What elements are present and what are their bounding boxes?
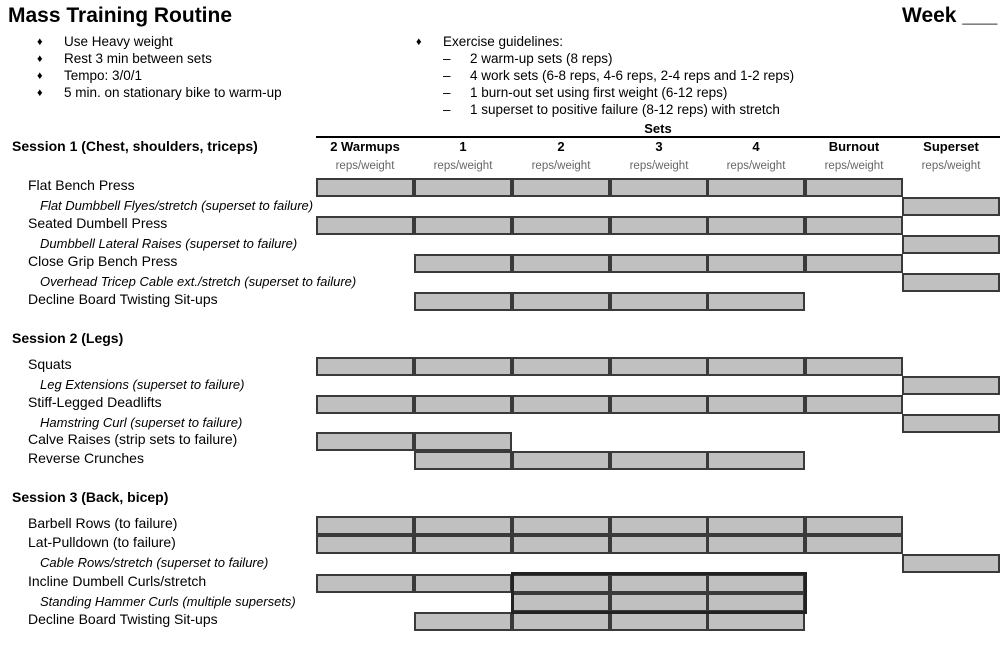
exercise-label: Reverse Crunches xyxy=(28,450,144,466)
guideline-item: 4 work sets (6-8 reps, 4-6 reps, 2-4 reps and 1-2 reps) xyxy=(470,68,795,83)
exercise-label: Calve Raises (strip sets to failure) xyxy=(28,431,238,447)
entry-cell[interactable] xyxy=(414,516,512,535)
exercise-label: Decline Board Twisting Sit-ups xyxy=(28,291,218,307)
entry-cell[interactable] xyxy=(512,516,610,535)
guideline-item: Rest 3 min between sets xyxy=(64,51,212,66)
week-label: Week ___ xyxy=(902,4,998,27)
entry-cell[interactable] xyxy=(805,178,903,197)
entry-cell[interactable] xyxy=(316,178,414,197)
exercise-label: Lat-Pulldown (to failure) xyxy=(28,534,176,550)
entry-cell[interactable] xyxy=(902,376,1000,395)
bullet-icon: ♦ xyxy=(37,87,43,99)
entry-cell[interactable] xyxy=(610,292,708,311)
entry-cell[interactable] xyxy=(610,395,708,414)
dash-icon: – xyxy=(443,85,451,100)
superset-exercise-label: Standing Hammer Curls (multiple supersets) xyxy=(40,594,296,609)
entry-cell[interactable] xyxy=(512,216,610,235)
entry-cell[interactable] xyxy=(414,451,512,470)
bullet-icon: ♦ xyxy=(416,36,422,48)
exercise-label: Decline Board Twisting Sit-ups xyxy=(28,611,218,627)
column-header: Superset xyxy=(923,139,979,154)
bullet-icon: ♦ xyxy=(37,70,43,82)
entry-cell[interactable] xyxy=(707,516,805,535)
column-header: Burnout xyxy=(828,139,880,154)
session-title: Session 3 (Back, bicep) xyxy=(12,489,169,505)
entry-cell[interactable] xyxy=(707,612,805,631)
page-title: Mass Training Routine xyxy=(8,4,233,27)
entry-cell[interactable] xyxy=(316,574,414,593)
entry-cell[interactable] xyxy=(316,395,414,414)
column-subheader: reps/weight xyxy=(433,160,493,172)
dash-icon: – xyxy=(443,51,451,66)
exercise-label: Squats xyxy=(28,356,72,372)
entry-cell[interactable] xyxy=(805,516,903,535)
guideline-item: Use Heavy weight xyxy=(64,34,173,49)
entry-cell[interactable] xyxy=(316,516,414,535)
dash-icon: – xyxy=(443,102,451,117)
entry-cell[interactable] xyxy=(414,254,512,273)
entry-cell[interactable] xyxy=(414,357,512,376)
superset-exercise-label: Dumbbell Lateral Raises (superset to failure) xyxy=(40,236,298,251)
entry-cell[interactable] xyxy=(805,357,903,376)
guideline-item: 2 warm-up sets (8 reps) xyxy=(470,51,613,66)
entry-cell[interactable] xyxy=(512,535,610,554)
entry-cell[interactable] xyxy=(414,216,512,235)
entry-cell[interactable] xyxy=(512,395,610,414)
entry-cell[interactable] xyxy=(316,432,414,451)
exercise-label: Barbell Rows (to failure) xyxy=(28,515,178,531)
exercise-label: Stiff-Legged Deadlifts xyxy=(28,394,162,410)
column-subheader: reps/weight xyxy=(726,160,786,172)
entry-cell[interactable] xyxy=(512,292,610,311)
column-header: 2 xyxy=(557,139,565,154)
session-title: Session 1 (Chest, shoulders, triceps) xyxy=(12,138,258,154)
entry-cell[interactable] xyxy=(414,535,512,554)
entry-cell[interactable] xyxy=(707,178,805,197)
entry-cell[interactable] xyxy=(414,395,512,414)
superset-exercise-label: Hamstring Curl (superset to failure) xyxy=(40,415,243,430)
entry-cell[interactable] xyxy=(902,235,1000,254)
sets-label: Sets xyxy=(644,121,672,136)
exercise-label: Close Grip Bench Press xyxy=(28,253,178,269)
column-header: 2 Warmups xyxy=(330,139,400,154)
column-subheader: reps/weight xyxy=(629,160,689,172)
entry-cell[interactable] xyxy=(610,535,708,554)
entry-cell[interactable] xyxy=(610,178,708,197)
entry-cell[interactable] xyxy=(707,292,805,311)
entry-cell[interactable] xyxy=(512,612,610,631)
guideline-item: 5 min. on stationary bike to warm-up xyxy=(64,85,282,100)
entry-cell[interactable] xyxy=(902,554,1000,573)
entry-cell[interactable] xyxy=(316,535,414,554)
column-subheader: reps/weight xyxy=(335,160,395,172)
entry-cell[interactable] xyxy=(414,292,512,311)
entry-cell[interactable] xyxy=(610,516,708,535)
entry-cell[interactable] xyxy=(707,395,805,414)
entry-cell[interactable] xyxy=(902,414,1000,433)
entry-cell[interactable] xyxy=(610,451,708,470)
superset-exercise-label: Leg Extensions (superset to failure) xyxy=(40,377,245,392)
entry-cell[interactable] xyxy=(902,273,1000,292)
column-subheader: reps/weight xyxy=(921,160,981,172)
bullet-icon: ♦ xyxy=(37,53,43,65)
entry-cell[interactable] xyxy=(414,178,512,197)
exercise-label: Incline Dumbell Curls/stretch xyxy=(28,573,207,589)
superset-exercise-label: Cable Rows/stretch (superset to failure) xyxy=(40,555,269,570)
entry-cell[interactable] xyxy=(414,432,512,451)
entry-cell[interactable] xyxy=(805,395,903,414)
superset-group-outline xyxy=(511,572,807,614)
entry-cell[interactable] xyxy=(414,574,512,593)
guideline-item: Tempo: 3/0/1 xyxy=(64,68,143,83)
column-subheader: reps/weight xyxy=(824,160,884,172)
entry-cell[interactable] xyxy=(512,254,610,273)
entry-cell[interactable] xyxy=(610,357,708,376)
column-header: 1 xyxy=(459,139,467,154)
entry-cell[interactable] xyxy=(610,612,708,631)
guideline-heading: Exercise guidelines: xyxy=(443,34,564,49)
column-header: 4 xyxy=(752,139,760,154)
entry-cell[interactable] xyxy=(610,254,708,273)
entry-cell[interactable] xyxy=(707,451,805,470)
exercise-label: Seated Dumbell Press xyxy=(28,215,168,231)
entry-cell[interactable] xyxy=(414,612,512,631)
exercise-label: Flat Bench Press xyxy=(28,177,135,193)
guideline-item: 1 superset to positive failure (8-12 reps) with stretch xyxy=(470,102,780,117)
entry-cell[interactable] xyxy=(316,216,414,235)
entry-cell[interactable] xyxy=(707,254,805,273)
sets-divider xyxy=(316,136,1000,138)
superset-exercise-label: Flat Dumbbell Flyes/stretch (superset to failure) xyxy=(40,198,314,213)
entry-cell[interactable] xyxy=(512,178,610,197)
entry-cell[interactable] xyxy=(707,535,805,554)
column-subheader: reps/weight xyxy=(531,160,591,172)
superset-exercise-label: Overhead Tricep Cable ext./stretch (superset to failure) xyxy=(40,274,357,289)
session-title: Session 2 (Legs) xyxy=(12,330,124,346)
entry-cell[interactable] xyxy=(707,357,805,376)
column-header: 3 xyxy=(655,139,663,154)
entry-cell[interactable] xyxy=(512,451,610,470)
entry-cell[interactable] xyxy=(610,216,708,235)
bullet-icon: ♦ xyxy=(37,36,43,48)
dash-icon: – xyxy=(443,68,451,83)
guideline-item: 1 burn-out set using first weight (6-12 reps) xyxy=(470,85,728,100)
entry-cell[interactable] xyxy=(805,254,903,273)
entry-cell[interactable] xyxy=(902,197,1000,216)
entry-cell[interactable] xyxy=(707,216,805,235)
entry-cell[interactable] xyxy=(805,216,903,235)
entry-cell[interactable] xyxy=(805,535,903,554)
entry-cell[interactable] xyxy=(512,357,610,376)
entry-cell[interactable] xyxy=(316,357,414,376)
